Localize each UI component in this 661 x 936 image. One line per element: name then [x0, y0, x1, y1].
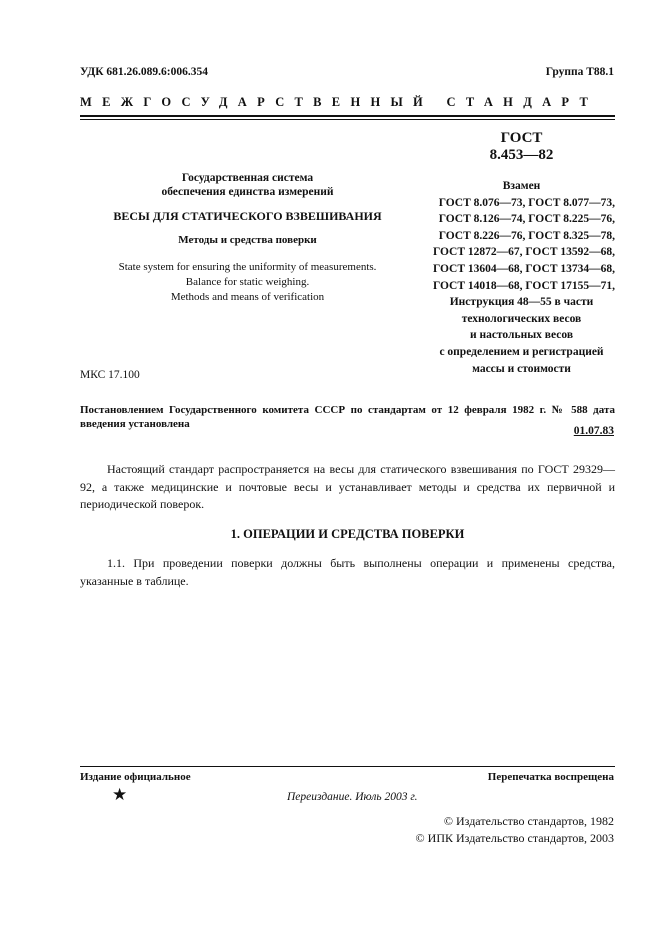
system-title-line2: обеспечения единства измерений — [161, 186, 334, 198]
replaces-line: ГОСТ 14018—68, ГОСТ 17155—71, — [432, 279, 615, 292]
gost-designation — [428, 130, 615, 164]
udk-code: УДК 681.26.089.6:006.354 — [80, 66, 208, 78]
english-title-line1: State system for ensuring the uniformity of measurements. — [118, 261, 377, 273]
replaces-line: технологических весов — [461, 312, 582, 325]
replaces-line: ГОСТ 12872—67, ГОСТ 13592—68, — [432, 246, 615, 259]
header-rule-thin — [80, 119, 615, 120]
replaces-line: ГОСТ 8.126—74, ГОСТ 8.225—76, — [438, 213, 615, 226]
group-code: Группа Т88.1 — [545, 66, 614, 78]
replaces-line: с определением и регистрацией — [439, 345, 604, 358]
mks-code: МКС 17.100 — [80, 369, 140, 381]
system-title — [80, 171, 415, 199]
replaces-line: ГОСТ 8.226—76, ГОСТ 8.325—78, — [438, 229, 615, 242]
introduction-date: 01.07.83 — [573, 425, 614, 437]
copyright-2003: © ИПК Издательство стандартов, 2003 — [415, 831, 614, 845]
replaces-line: ГОСТ 13604—68, ГОСТ 13734—68, — [432, 262, 615, 275]
gost-label: ГОСТ — [500, 130, 543, 146]
main-title: ВЕСЫ ДЛЯ СТАТИЧЕСКОГО ВЗВЕШИВАНИЯ — [113, 209, 382, 223]
methods-title: Методы и средства поверки — [178, 234, 317, 246]
footer-rule — [80, 766, 615, 767]
gost-number: 8.453—82 — [489, 147, 554, 163]
english-title-line3: Methods and means of verification — [170, 291, 325, 303]
reprint-prohibited: Перепечатка воспрещена — [487, 771, 614, 783]
english-title-line2: Balance for static weighing. — [185, 276, 310, 288]
section-heading: 1. ОПЕРАЦИИ И СРЕДСТВА ПОВЕРКИ — [230, 527, 465, 541]
copyright-1982: © Издательство стандартов, 1982 — [443, 814, 614, 828]
reissue-note: Переиздание. Июль 2003 г. — [287, 791, 418, 803]
resolution-text: Постановлением Государственного комитета СССР по стандартам от 12 февраля 1982 г. № 588 дата введения установлена — [80, 404, 615, 430]
title-block — [80, 171, 415, 305]
star-icon: ★ — [112, 785, 128, 805]
header-rule-thick — [80, 115, 615, 117]
replaces-block — [428, 178, 615, 377]
clause-paragraph: 1.1. При проведении поверки должны быть выполнены операции и применены средства, указанные в таблице. — [80, 556, 615, 588]
replaces-line: массы и стоимости — [472, 362, 571, 375]
standard-type-banner: МЕЖГОСУДАРСТВЕННЫЙ СТАНДАРТ — [80, 95, 599, 109]
replaces-line: ГОСТ 8.076—73, ГОСТ 8.077—73, — [438, 196, 615, 209]
replaces-line: и настольных весов — [469, 329, 574, 342]
system-title-line1: Государственная система — [181, 172, 314, 184]
replaces-heading: Взамен — [502, 180, 541, 192]
official-edition: Издание официальное — [80, 771, 191, 783]
scope-paragraph: Настоящий стандарт распространяется на весы для статического взвешивания по ГОСТ 29329—92, а также медицинские и почтовые весы и устанавливает методы и средства их первичной и периодической поверок. — [80, 462, 615, 511]
english-title — [80, 260, 415, 305]
replaces-line: Инструкция 48—55 в части — [449, 296, 594, 309]
